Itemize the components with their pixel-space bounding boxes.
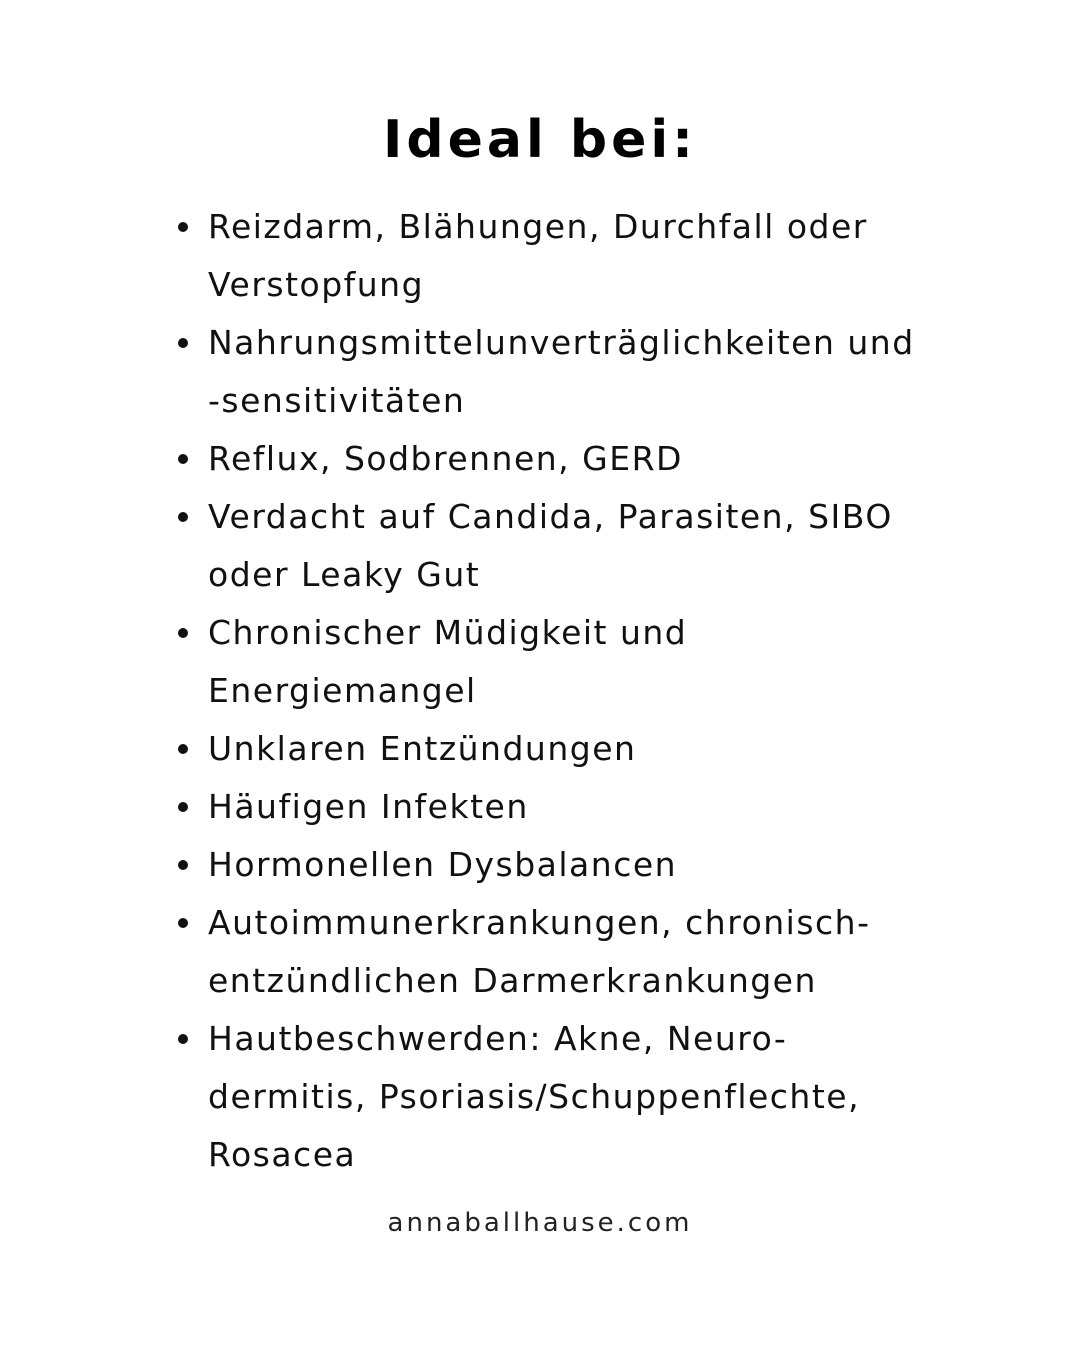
list-item xyxy=(208,894,928,1010)
list-item xyxy=(208,430,928,488)
bullet-icon xyxy=(178,628,188,638)
list-item xyxy=(208,1010,928,1184)
list-item-text: Hautbeschwerden: Akne, Neuro-dermitis, Psoriasis/Schuppenflechte, Rosacea xyxy=(208,1019,861,1174)
list-item-text: Nahrungsmittelunverträglichkeiten und -sensitivitäten xyxy=(208,323,915,420)
list-item-text: Reizdarm, Blähungen, Durchfall oder Verstopfung xyxy=(208,207,868,304)
page-title: Ideal bei: xyxy=(383,110,697,170)
conditions-list xyxy=(208,198,928,1184)
list-item xyxy=(208,198,928,314)
list-item-text: Unklaren Entzündungen xyxy=(208,729,637,768)
website-footer: annaballhause.com xyxy=(387,1208,693,1238)
list-item-text: Autoimmunerkrankungen, chronisch-entzündlichen Darmerkrankungen xyxy=(208,903,871,1000)
bullet-icon xyxy=(178,512,188,522)
list-item-text: Hormonellen Dysbalancen xyxy=(208,845,678,884)
list-item xyxy=(208,778,928,836)
bullet-icon xyxy=(178,454,188,464)
bullet-icon xyxy=(178,1034,188,1044)
bullet-icon xyxy=(178,918,188,928)
list-item xyxy=(208,488,928,604)
bullet-icon xyxy=(178,338,188,348)
list-item xyxy=(208,720,928,778)
list-item xyxy=(208,604,928,720)
bullet-icon xyxy=(178,744,188,754)
list-item xyxy=(208,314,928,430)
list-item-text: Chronischer Müdigkeit und Energiemangel xyxy=(208,613,688,710)
list-item-text: Häufigen Infekten xyxy=(208,787,529,826)
list-item xyxy=(208,836,928,894)
list-item-text: Verdacht auf Candida, Parasiten, SIBO oder Leaky Gut xyxy=(208,497,893,594)
list-item-text: Reflux, Sodbrennen, GERD xyxy=(208,439,683,478)
bullet-icon xyxy=(178,802,188,812)
bullet-icon xyxy=(178,860,188,870)
bullet-icon xyxy=(178,222,188,232)
